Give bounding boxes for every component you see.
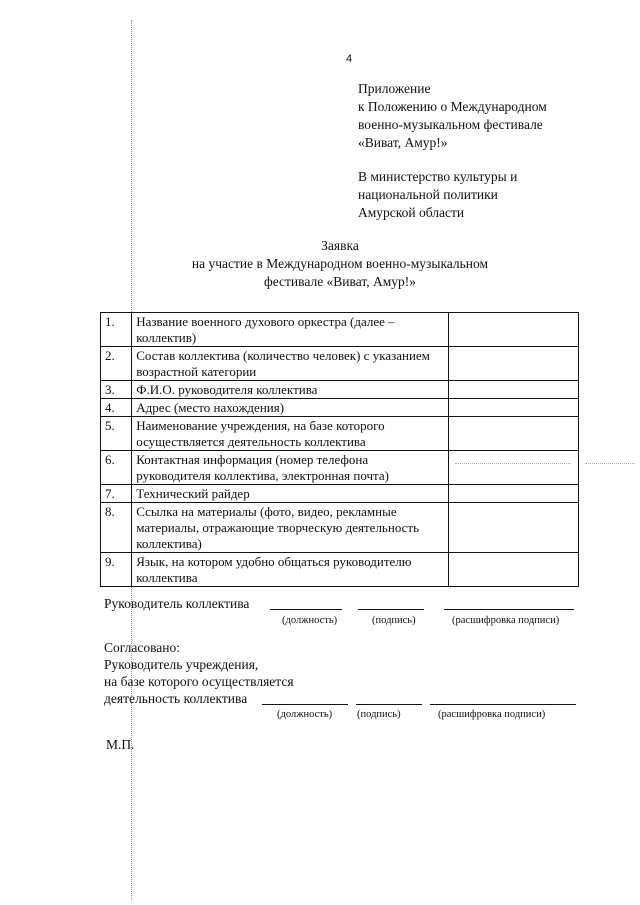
leader-signature-line xyxy=(104,596,249,612)
page-number: 4 xyxy=(346,53,353,65)
row-number: 2. xyxy=(101,347,132,381)
row-value-cell[interactable] xyxy=(448,485,578,503)
row-field: Ф.И.О. руководителя коллектива xyxy=(132,381,449,399)
stamp-place: М.П. xyxy=(106,737,135,752)
application-table xyxy=(100,312,579,587)
document-title xyxy=(100,237,580,291)
addressee-block xyxy=(358,168,517,222)
table-row xyxy=(101,381,579,399)
row-field: Наименование учреждения, на базе которого осуществляется деятельность коллектива xyxy=(132,417,449,451)
title-line: на участие в Международном военно-музыкальном xyxy=(191,256,489,271)
addressee-line: В министерство культуры и xyxy=(358,169,518,184)
agreed-signature-blank[interactable] xyxy=(356,693,422,705)
row-number: 6. xyxy=(101,451,132,485)
title-heading: Заявка xyxy=(321,238,359,253)
agreed-caption-position: (должность) xyxy=(277,709,333,720)
appendix-line: Приложение xyxy=(358,81,431,96)
row-number: 3. xyxy=(101,381,132,399)
appendix-line: военно-музыкальном фестивале xyxy=(358,117,543,132)
row-field: Контактная информация (номер телефона руководителя коллектива, электронная почта) xyxy=(132,451,449,485)
row-value-cell[interactable] xyxy=(448,451,578,485)
addressee-line: Амурской области xyxy=(358,205,465,220)
row-value-cell[interactable] xyxy=(448,553,578,587)
row-value-cell[interactable] xyxy=(448,313,578,347)
appendix-line: «Виват, Амур!» xyxy=(358,135,448,150)
agreed-line: Руководитель учреждения, xyxy=(104,657,259,672)
appendix-line: к Положению о Международном xyxy=(358,99,547,114)
caption-signature: (подпись) xyxy=(372,615,416,626)
row-value-cell[interactable] xyxy=(448,347,578,381)
position-blank[interactable] xyxy=(270,598,342,610)
agreed-line: деятельность коллектива xyxy=(104,691,248,706)
appendix-block xyxy=(358,80,547,152)
agreed-caption-signature: (подпись) xyxy=(357,709,401,720)
agreed-caption-decoding: (расшифровка подписи) xyxy=(438,709,546,720)
agreed-decoding-blank[interactable] xyxy=(430,693,576,705)
table-row xyxy=(101,313,579,347)
row-value-cell[interactable] xyxy=(448,381,578,399)
row-field: Адрес (место нахождения) xyxy=(132,399,449,417)
row-number: 7. xyxy=(101,485,132,503)
scan-artifact-right xyxy=(585,463,635,464)
table-row xyxy=(101,485,579,503)
row-number: 5. xyxy=(101,417,132,451)
row-value-cell[interactable] xyxy=(448,417,578,451)
agreed-line: на базе которого осуществляется xyxy=(104,674,294,689)
row-number: 9. xyxy=(101,553,132,587)
table-row xyxy=(101,503,579,553)
row-field: Технический райдер xyxy=(132,485,449,503)
table-row xyxy=(101,347,579,381)
row-field: Название военного духового оркестра (далее – коллектив) xyxy=(132,313,449,347)
table-row xyxy=(101,399,579,417)
row-field: Ссылка на материалы (фото, видео, рекламные материалы, отражающие творческую деятельность коллектива) xyxy=(132,503,449,553)
table-row xyxy=(101,553,579,587)
caption-position: (должность) xyxy=(282,615,338,626)
row-field: Язык, на котором удобно общаться руководителю коллектива xyxy=(132,553,449,587)
agreed-position-blank[interactable] xyxy=(262,693,348,705)
table-row xyxy=(101,451,579,485)
caption-decoding: (расшифровка подписи) xyxy=(452,615,560,626)
row-number: 4. xyxy=(101,399,132,417)
row-value-cell[interactable] xyxy=(448,503,578,553)
row-value-cell[interactable] xyxy=(448,399,578,417)
leader-signature-label: Руководитель коллектива xyxy=(104,596,250,611)
row-number: 1. xyxy=(101,313,132,347)
decoding-blank[interactable] xyxy=(444,598,574,610)
row-field: Состав коллектива (количество человек) с указанием возрастной категории xyxy=(132,347,449,381)
addressee-line: национальной политики xyxy=(358,187,498,202)
row-number: 8. xyxy=(101,503,132,553)
title-line: фестивале «Виват, Амур!» xyxy=(263,274,417,289)
agreed-heading: Согласовано: xyxy=(104,640,180,655)
table-row xyxy=(101,417,579,451)
signature-blank[interactable] xyxy=(358,598,424,610)
